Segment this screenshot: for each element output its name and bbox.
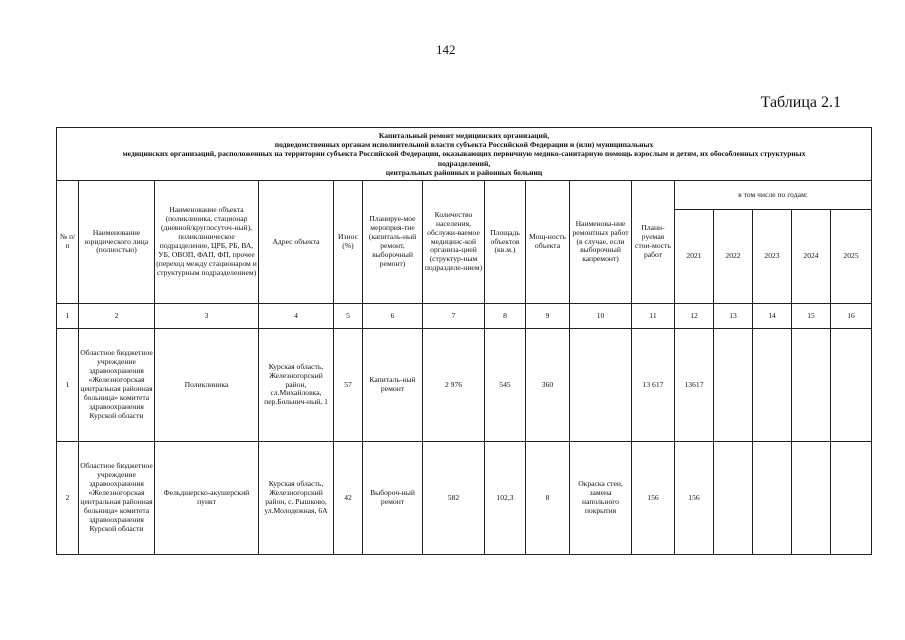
column-number: 3 bbox=[155, 304, 259, 329]
column-number: 14 bbox=[753, 304, 792, 329]
cell-address: Курская область, Железногорский район, с. Рышково, ул.Молодежная, 6А bbox=[259, 442, 334, 555]
cell-object: Фельдшерско-акушерский пункт bbox=[155, 442, 259, 555]
header-year: 2022 bbox=[714, 210, 753, 304]
column-number: 16 bbox=[831, 304, 872, 329]
column-number: 7 bbox=[423, 304, 485, 329]
header-object: Наименование объекта (поликлиника, стационар (дневной/круглосуточ-ный), поликлиническое подразделение, ЦРБ, РБ, ВА, УБ, ОВОП, ФАП, ФП, прочее (переход между стационаром и структурным подразделением) bbox=[155, 181, 259, 304]
capital-repair-table bbox=[56, 127, 872, 555]
cell-cost: 156 bbox=[632, 442, 675, 555]
column-number: 1 bbox=[57, 304, 79, 329]
cell-object: Поликлиника bbox=[155, 329, 259, 442]
column-number: 8 bbox=[485, 304, 526, 329]
cell-cost: 13 617 bbox=[632, 329, 675, 442]
caption-line: медицинских организаций, расположенных на территории субъекта Российской Федерации, оказывающих первичную медико-санитарную помощь взрослым и детям, их обособленных структурных bbox=[122, 149, 806, 159]
header-year: 2024 bbox=[792, 210, 831, 304]
cell-wear: 57 bbox=[334, 329, 363, 442]
cell-capacity: 8 bbox=[526, 442, 570, 555]
header-year: 2025 bbox=[831, 210, 872, 304]
column-number: 5 bbox=[334, 304, 363, 329]
document-sheet bbox=[56, 127, 871, 555]
cell-year-2025 bbox=[831, 442, 872, 555]
caption-line: подразделений, bbox=[437, 158, 491, 168]
caption-line: подведомственных органам исполнительной власти субъекта Российской Федерации и (или) муниципальных bbox=[274, 140, 654, 150]
caption-line: центральных районных и районных больниц bbox=[385, 167, 543, 177]
header-by-year: в том числе по годам: bbox=[675, 181, 872, 210]
column-number: 4 bbox=[259, 304, 334, 329]
column-number: 2 bbox=[79, 304, 155, 329]
cell-population: 582 bbox=[423, 442, 485, 555]
cell-year-2022 bbox=[714, 442, 753, 555]
table-row bbox=[57, 442, 872, 555]
header-year: 2023 bbox=[753, 210, 792, 304]
cell-org: Областное бюджетное учреждение здравоохранения «Железногорская центральная районная больница» комитета здравоохранения Курской области bbox=[79, 442, 155, 555]
column-number: 9 bbox=[526, 304, 570, 329]
header-org: Наименование юридического лица (полностью) bbox=[79, 181, 155, 304]
header-works: Наименова-ние ремонтных работ (в случае, если выборочный капремонт) bbox=[570, 181, 632, 304]
header-population: Количество населения, обслужи-ваемое медицинс-кой организа-цией (структур-ным подразделе-нием) bbox=[423, 181, 485, 304]
cell-area: 545 bbox=[485, 329, 526, 442]
cell-works: Окраска стен, замена напольного покрытия bbox=[570, 442, 632, 555]
cell-capacity: 360 bbox=[526, 329, 570, 442]
table-label: Таблица 2.1 bbox=[760, 94, 841, 111]
table-row bbox=[57, 329, 872, 442]
cell-works bbox=[570, 329, 632, 442]
header-cost: Плани-руемая стои-мость работ bbox=[632, 181, 675, 304]
header-capacity: Мощ-ность объекта bbox=[526, 181, 570, 304]
column-number-row bbox=[57, 304, 872, 329]
cell-planned: Капиталь-ный ремонт bbox=[363, 329, 423, 442]
cell-wear: 42 bbox=[334, 442, 363, 555]
column-number: 10 bbox=[570, 304, 632, 329]
cell-year-2023 bbox=[753, 329, 792, 442]
column-number: 6 bbox=[363, 304, 423, 329]
cell-year-2021: 13617 bbox=[675, 329, 714, 442]
caption-line: Капитальный ремонт медицинских организаций, bbox=[378, 131, 550, 141]
cell-year-2021: 156 bbox=[675, 442, 714, 555]
column-number: 15 bbox=[792, 304, 831, 329]
cell-num: 2 bbox=[57, 442, 79, 555]
header-wear: Износ (%) bbox=[334, 181, 363, 304]
cell-year-2022 bbox=[714, 329, 753, 442]
cell-planned: Выбороч-ный ремонт bbox=[363, 442, 423, 555]
page-number: 142 bbox=[436, 42, 456, 57]
cell-address: Курская область, Железногорский район, сл.Михайловка, пер.Больнич-ный, 1 bbox=[259, 329, 334, 442]
cell-year-2024 bbox=[792, 442, 831, 555]
cell-org: Областное бюджетное учреждение здравоохранения «Железногорская центральная районная больница» комитета здравоохранения Курской области bbox=[79, 329, 155, 442]
cell-year-2023 bbox=[753, 442, 792, 555]
column-number: 13 bbox=[714, 304, 753, 329]
header-year: 2021 bbox=[675, 210, 714, 304]
table-caption bbox=[57, 128, 872, 181]
cell-num: 1 bbox=[57, 329, 79, 442]
header-address: Адрес объекта bbox=[259, 181, 334, 304]
cell-area: 102,3 bbox=[485, 442, 526, 555]
header-planned: Планируе-мое мероприя-тие (капиталь-ный ремонт, выборочный ремонт) bbox=[363, 181, 423, 304]
cell-year-2024 bbox=[792, 329, 831, 442]
column-number: 12 bbox=[675, 304, 714, 329]
cell-year-2025 bbox=[831, 329, 872, 442]
header-area: Площадь объектов (кв.м.) bbox=[485, 181, 526, 304]
cell-population: 2 976 bbox=[423, 329, 485, 442]
header-num: № п/ п bbox=[57, 181, 79, 304]
column-number: 11 bbox=[632, 304, 675, 329]
